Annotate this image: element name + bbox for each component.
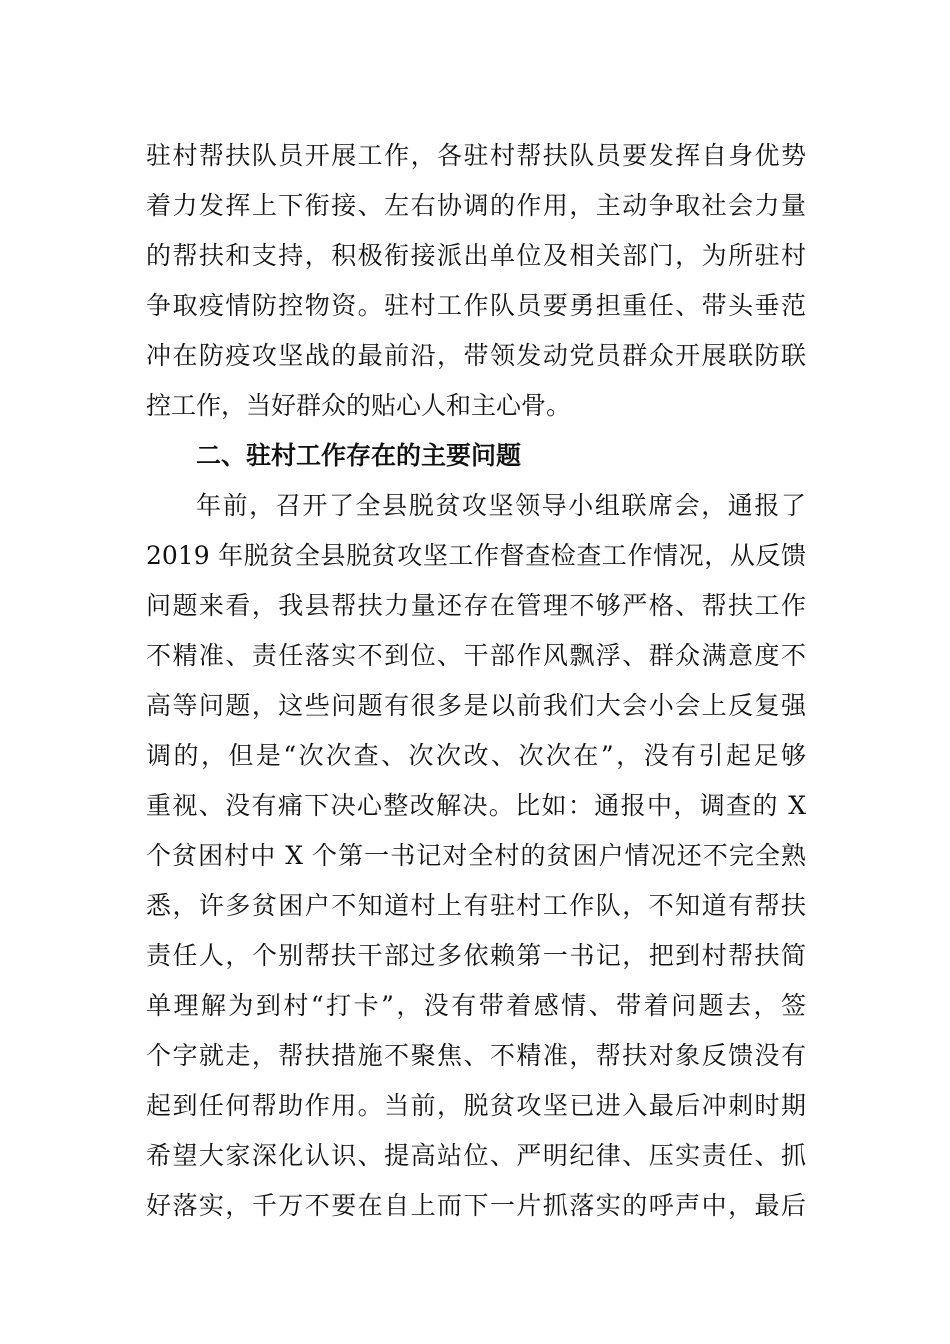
paragraph-line: 高等问题，这些问题有很多是以前我们大会小会上反复强 [146,691,806,720]
paragraph-line: 责任人，个别帮扶干部过多依赖第一书记，把到村帮扶简 [146,941,806,970]
paragraph-line: 2019 年脱贫全县脱贫攻坚工作督查检查工作情况，从反馈 [146,541,806,570]
paragraph-line: 单理解为到村“打卡”，没有带着感情、带着问题去，签 [146,991,806,1020]
paragraph-line: 着力发挥上下衔接、左右协调的作用，主动争取社会力量 [146,191,806,220]
paragraph-line: 个字就走，帮扶措施不聚焦、不精准，帮扶对象反馈没有 [146,1041,806,1070]
paragraph-line: 争取疫情防控物资。驻村工作队员要勇担重任、带头垂范 [146,291,806,320]
paragraph-line: 冲在防疫攻坚战的最前沿，带领发动党员群众开展联防联 [146,341,806,370]
paragraph-line: 希望大家深化认识、提高站位、严明纪律、压实责任、抓 [146,1141,806,1170]
paragraph-line: 好落实，千万不要在自上而下一片抓落实的呼声中，最后 [146,1191,806,1220]
section-heading: 二、驻村工作存在的主要问题 [196,441,522,470]
paragraph-line: 问题来看，我县帮扶力量还存在管理不够严格、帮扶工作 [146,591,806,620]
paragraph-line: 个贫困村中 X 个第一书记对全村的贫困户情况还不完全熟 [146,841,806,870]
paragraph-line: 驻村帮扶队员开展工作，各驻村帮扶队员要发挥自身优势 [146,141,806,170]
paragraph-line: 的帮扶和支持，积极衔接派出单位及相关部门，为所驻村 [146,241,806,270]
paragraph-line: 起到任何帮助作用。当前，脱贫攻坚已进入最后冲刺时期 [146,1091,806,1120]
paragraph-line: 年前，召开了全县脱贫攻坚领导小组联席会，通报了 [196,491,806,520]
paragraph-line: 控工作，当好群众的贴心人和主心骨。 [146,391,572,420]
paragraph-line: 调的，但是“次次查、次次改、次次在”，没有引起足够 [146,741,806,770]
paragraph-line: 悉，许多贫困户不知道村上有驻村工作队，不知道有帮扶 [146,891,806,920]
paragraph-line: 不精准、责任落实不到位、干部作风飘浮、群众满意度不 [146,641,806,670]
paragraph-line: 重视、没有痛下决心整改解决。比如：通报中，调查的 X [146,791,806,820]
